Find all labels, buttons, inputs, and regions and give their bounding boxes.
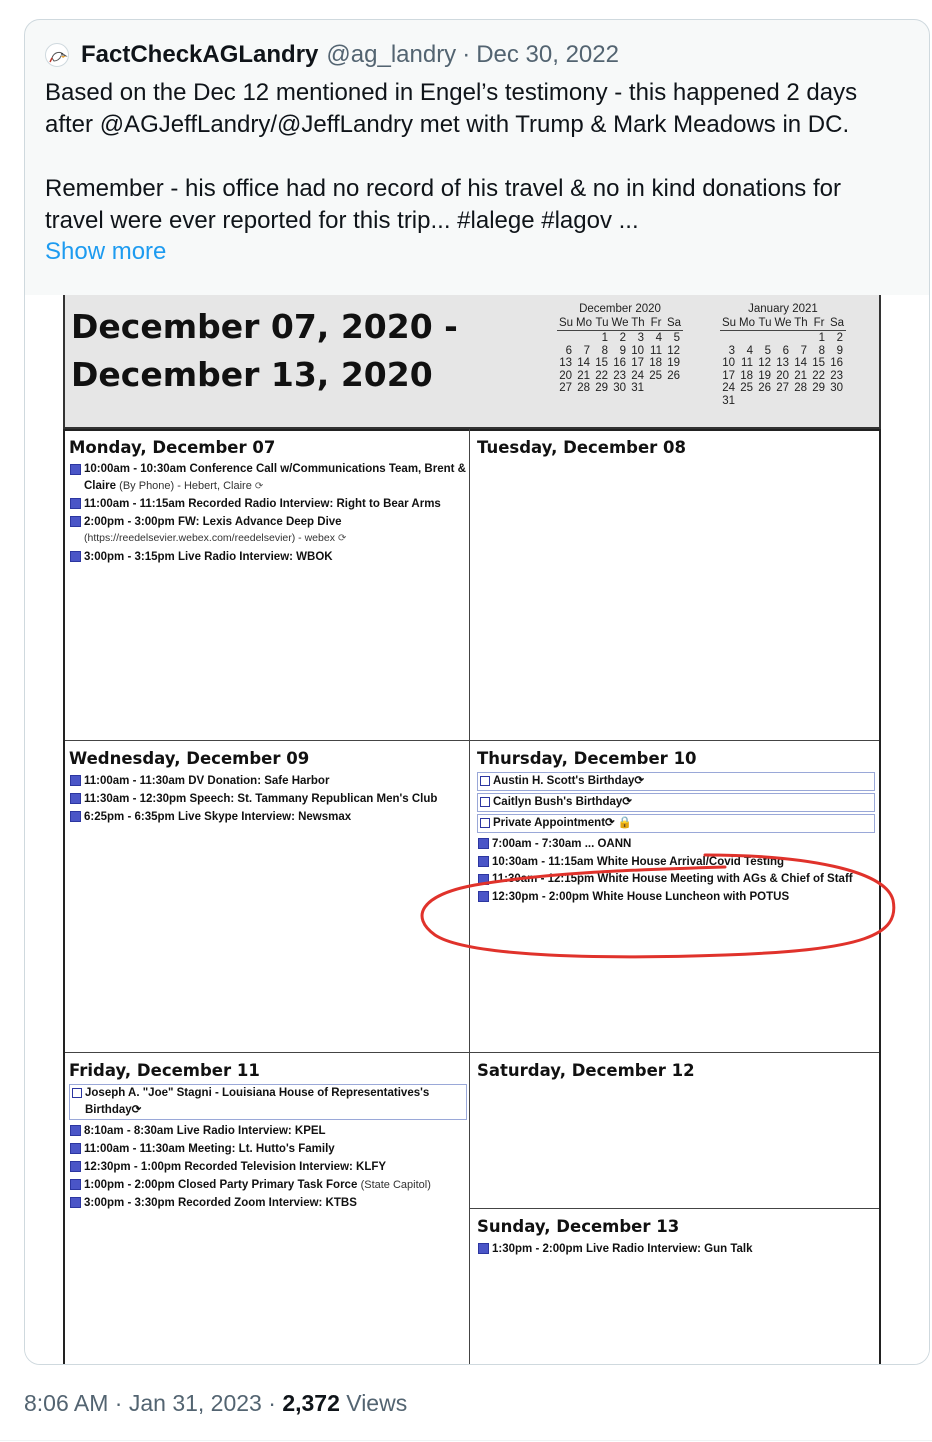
weekday-label: Fr (650, 317, 662, 329)
event-color-icon (70, 551, 81, 562)
mini-calendar-day: 24 (722, 382, 735, 394)
all-day-event[interactable]: Caitlyn Bush's Birthday⟳ (477, 793, 875, 812)
weekday-label: Mo (739, 317, 755, 329)
mini-calendar-day: 2 (619, 332, 626, 344)
calendar-header (63, 295, 881, 429)
day-title: Monday, December 07 (69, 438, 276, 457)
mini-calendar-day: 27 (559, 382, 572, 394)
mini-calendar-day: 13 (559, 357, 572, 369)
tweet-time[interactable]: 8:06 AM (24, 1390, 109, 1416)
views-count: 2,372 (282, 1390, 340, 1416)
event-color-icon (70, 1161, 81, 1172)
day-saturday (477, 1060, 875, 1082)
mini-calendar-day: 16 (613, 357, 626, 369)
mini-calendar-day (792, 395, 810, 408)
mini-calendar-day: 31 (722, 394, 735, 407)
mini-calendar-day: 26 (758, 382, 771, 394)
calendar-event[interactable]: 2:00pm - 3:00pm FW: Lexis Advance Deep Dive (69, 513, 467, 531)
mini-calendar-day: 28 (794, 382, 807, 394)
mini-calendar-day: 20 (776, 369, 789, 382)
weekday-label: Th (794, 317, 808, 329)
mini-calendar-day: 7 (800, 344, 807, 357)
mini-calendar-day: 11 (741, 357, 753, 369)
mini-calendar-day: 6 (782, 344, 789, 357)
calendar-event-detail: (https://reedelsevier.webex.com/reedelsevier) - webex ⟳ (84, 532, 347, 544)
event-color-icon (70, 1197, 81, 1208)
mini-calendar-day: 13 (776, 357, 789, 369)
event-color-icon (70, 516, 81, 527)
mini-calendar-day (647, 382, 665, 395)
mini-calendar-day: 14 (577, 357, 590, 369)
calendar-event[interactable]: 12:30pm - 2:00pm White House Luncheon with POTUS (477, 888, 875, 906)
mini-calendar-day: 21 (577, 369, 590, 382)
show-more-link[interactable]: Show more (45, 238, 167, 265)
mini-calendar-day: 12 (758, 357, 771, 369)
week-range-line-2: December 13, 2020 (71, 355, 433, 394)
mini-calendar-day: 5 (764, 344, 771, 357)
calendar-event[interactable]: 11:00am - 11:30am Meeting: Lt. Hutto's Family (69, 1140, 467, 1158)
weekday-label: We (774, 317, 792, 329)
mini-calendar-day (774, 395, 792, 408)
separator-dot: · (462, 41, 471, 68)
quoted-text-paragraph-2: Remember - his office had no record of his travel & no in kind donations for travel were ever reported for this trip... #lalege #lagov ... (45, 175, 841, 234)
mini-calendar-day: 1 (818, 332, 825, 344)
weekday-label: We (611, 317, 629, 329)
recurrence-icon: ⟳ (634, 775, 645, 787)
calendar-event[interactable]: 3:00pm - 3:15pm Live Radio Interview: WBOK (69, 548, 467, 566)
calendar-event[interactable]: 6:25pm - 6:35pm Live Skype Interview: Newsmax (69, 808, 467, 826)
grid-divider (65, 1052, 879, 1053)
mini-calendar-day: 20 (559, 369, 572, 382)
calendar-event[interactable]: 12:30pm - 1:00pm Recorded Television Interview: KLFY (69, 1158, 467, 1176)
mini-calendar-title: January 2021 (748, 303, 818, 315)
mini-calendar-day: 23 (830, 369, 843, 382)
weekday-label: Su (558, 317, 574, 329)
recurrence-icon: ⟳ 🔒 (605, 817, 633, 829)
recurrence-icon: ⟳ (131, 1104, 142, 1116)
day-title: Wednesday, December 09 (69, 749, 310, 768)
mini-calendar-december (557, 303, 683, 395)
mini-calendar-day: 30 (613, 382, 626, 394)
quoted-date[interactable]: Dec 30, 2022 (476, 41, 619, 68)
mini-calendar-title: December 2020 (579, 303, 661, 315)
all-day-event[interactable]: Joseph A. "Joe" Stagni - Louisiana House of Representatives's Birthday⟳ (69, 1084, 467, 1120)
mini-calendar-day: 10 (631, 344, 644, 357)
all-day-event[interactable]: Austin H. Scott's Birthday⟳ (477, 772, 875, 791)
mini-calendar-day: 28 (577, 382, 590, 394)
mini-calendar-day: 14 (794, 357, 807, 369)
calendar-photo[interactable] (25, 295, 930, 1365)
event-color-icon (70, 775, 81, 786)
mini-calendar-day (792, 332, 810, 345)
event-color-icon (70, 793, 81, 804)
divider (0, 1440, 932, 1441)
mini-calendar-day: 15 (812, 357, 825, 369)
mini-calendar-day: 25 (649, 369, 662, 382)
mini-calendar-day: 22 (595, 369, 608, 382)
weekday-label: Tu (758, 317, 772, 329)
mini-calendar-day: 19 (667, 357, 680, 369)
mini-calendar-day: 19 (758, 369, 771, 382)
tweet-date[interactable]: Jan 31, 2023 (128, 1390, 262, 1416)
event-color-icon (478, 874, 489, 885)
mini-calendar-day: 12 (667, 344, 680, 357)
mini-calendar-day (575, 332, 593, 345)
recurrence-icon: ⟳ (622, 796, 632, 808)
calendar-event[interactable]: 8:10am - 8:30am Live Radio Interview: KPEL (69, 1122, 467, 1140)
mini-calendar-day: 21 (794, 369, 807, 382)
calendar-event[interactable]: 10:00am - 10:30am Conference Call w/Communications Team, Brent & Claire (By Phone) - Hebert, Claire ⟳ (69, 461, 467, 495)
mini-calendar-day (810, 395, 828, 408)
week-range-line-1: December 07, 2020 - (71, 307, 458, 346)
quoted-text-paragraph-1: Based on the Dec 12 mentioned in Engel’s testimony - this happened 2 days after @AGJeffLandry/@JeffLandry met with Trump & Mark Meadows in DC. (45, 79, 858, 138)
mini-calendar-day (720, 332, 738, 345)
weekday-label: Sa (666, 317, 682, 329)
checkbox-icon (72, 1088, 82, 1098)
day-title: Saturday, December 12 (477, 1061, 695, 1080)
day-tuesday (477, 437, 875, 459)
mini-calendar-day: 16 (830, 357, 843, 369)
day-title: Tuesday, December 08 (477, 438, 687, 457)
mini-calendar-january (720, 303, 846, 407)
day-thursday (477, 748, 875, 906)
recurrence-icon: ⟳ (254, 481, 264, 492)
event-color-icon (70, 498, 81, 509)
day-title: Friday, December 11 (69, 1061, 260, 1080)
event-color-icon (478, 891, 489, 902)
mini-calendar-day: 15 (595, 357, 608, 369)
weekday-label: Tu (595, 317, 609, 329)
mini-calendar-day: 22 (812, 369, 825, 382)
weekday-label: Mo (576, 317, 592, 329)
calendar-event[interactable]: 1:00pm - 2:00pm Closed Party Primary Task Force (State Capitol) (69, 1176, 467, 1194)
checkbox-icon (480, 776, 490, 786)
grid-divider (65, 740, 879, 741)
mini-calendar-day: 31 (631, 382, 644, 394)
all-day-event[interactable]: Private Appointment⟳ 🔒 (477, 814, 875, 833)
mini-calendar-day: 7 (583, 344, 590, 357)
event-color-icon (70, 1143, 81, 1154)
mini-calendar-day (828, 395, 846, 408)
event-color-icon (70, 1179, 81, 1190)
day-title: Thursday, December 10 (477, 749, 697, 768)
event-color-icon (70, 1125, 81, 1136)
mini-calendar-day (756, 395, 774, 408)
quoted-tweet-header (45, 40, 619, 70)
mini-calendar-day: 9 (619, 344, 626, 357)
tweet-meta (24, 1390, 407, 1417)
weekday-label: Fr (813, 317, 825, 329)
separator-dot: · (114, 1390, 123, 1416)
mini-calendar-day: 30 (830, 382, 843, 394)
day-sunday (477, 1216, 875, 1258)
quoted-tweet-card[interactable] (24, 19, 930, 1365)
calendar-event[interactable]: 11:30am - 12:15pm White House Meeting with AGs & Chief of Staff (477, 871, 857, 888)
quoted-display-name[interactable]: FactCheckAGLandry (81, 41, 319, 68)
calendar-event[interactable]: 11:00am - 11:30am DV Donation: Safe Harbor (69, 772, 467, 790)
event-color-icon (70, 811, 81, 822)
mini-calendar-day: 23 (613, 369, 626, 382)
mini-calendar-day: 18 (740, 369, 753, 382)
mini-calendar-day: 8 (818, 344, 825, 357)
mini-calendar-day: 3 (637, 332, 644, 344)
mini-calendar-day: 4 (655, 332, 662, 344)
mini-calendar-day: 24 (631, 369, 644, 382)
mini-calendar-day: 17 (631, 357, 644, 369)
event-color-icon (70, 464, 81, 475)
mini-calendar-day: 17 (722, 369, 735, 382)
mini-calendar-day: 29 (595, 382, 608, 394)
mini-calendar-day (665, 382, 683, 395)
mini-calendar-day (738, 395, 756, 408)
day-monday (69, 437, 467, 566)
mini-calendar-day: 9 (836, 344, 843, 357)
calendar-event[interactable]: 10:30am - 11:15am White House Arrival/Covid Testing (477, 853, 875, 871)
event-color-icon (478, 1243, 489, 1254)
calendar-event[interactable]: 3:00pm - 3:30pm Recorded Zoom Interview: KTBS (69, 1194, 467, 1212)
separator-dot: · (268, 1390, 276, 1416)
mini-calendar-day: 5 (673, 332, 680, 344)
quoted-handle[interactable]: @ag_landry (326, 41, 457, 68)
mini-calendar-day: 8 (601, 344, 608, 357)
calendar-event[interactable]: 7:00am - 7:30am ... OANN (477, 835, 875, 853)
weekday-label: Su (721, 317, 737, 329)
mini-calendar-day (738, 332, 756, 345)
mini-calendar-day: 29 (812, 382, 825, 394)
checkbox-icon (480, 797, 490, 807)
day-title: Sunday, December 13 (477, 1217, 680, 1236)
mini-calendar-day: 3 (728, 344, 735, 357)
mini-calendar-day: 18 (649, 357, 662, 369)
mini-calendar-day: 2 (836, 332, 843, 344)
grid-divider (470, 1208, 879, 1209)
weekday-label: Th (631, 317, 645, 329)
mini-calendar-day (756, 332, 774, 345)
event-color-icon (478, 838, 489, 849)
mini-calendar-day (774, 332, 792, 345)
mini-calendar-day: 11 (650, 344, 662, 357)
checkbox-icon (480, 818, 490, 828)
event-color-icon (478, 856, 489, 867)
weekday-label: Sa (829, 317, 845, 329)
mini-calendar-day: 25 (740, 382, 753, 394)
mini-calendar-day: 27 (776, 382, 789, 394)
quoted-tweet-text (45, 77, 905, 237)
recurrence-icon: ⟳ (337, 533, 347, 544)
calendar-event[interactable]: 11:00am - 11:15am Recorded Radio Interview: Right to Bear Arms (69, 495, 467, 513)
calendar-event[interactable]: 11:30am - 12:30pm Speech: St. Tammany Republican Men's Club (69, 790, 467, 808)
day-friday (69, 1060, 467, 1212)
mini-calendar-day: 6 (565, 344, 572, 357)
grid-divider (469, 429, 470, 1365)
week-range-title (71, 303, 458, 399)
mini-calendar-day: 4 (746, 344, 753, 357)
views-label: Views (346, 1390, 408, 1416)
mini-calendar-day: 10 (722, 357, 735, 369)
calendar-event[interactable]: 1:30pm - 2:00pm Live Radio Interview: Gun Talk (477, 1240, 875, 1258)
day-wednesday (69, 748, 467, 826)
pelican-avatar-icon[interactable] (45, 43, 69, 67)
mini-calendar-day: 1 (601, 332, 608, 344)
mini-calendar-day: 26 (667, 369, 680, 382)
mini-calendar-day (557, 332, 575, 345)
